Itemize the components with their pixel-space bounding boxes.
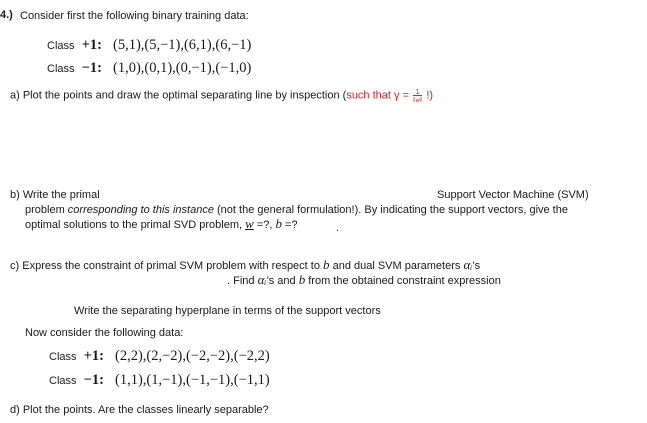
part-end: !) <box>423 89 434 102</box>
part-red-text: such that γ = <box>346 89 413 102</box>
text: . Find <box>227 275 258 287</box>
text: optimal solutions to the primal SVD problem, <box>25 219 246 231</box>
question-intro: Consider first the following binary training data: <box>20 10 249 22</box>
class-sign: +1: <box>83 348 104 364</box>
part-b-line3 <box>25 217 298 232</box>
class-pos-row <box>47 38 251 53</box>
part-c-line3: Write the separating hyperplane in terms of the support vectors <box>74 305 381 317</box>
part-d <box>10 403 269 417</box>
part-text: Plot the points. Are the classes linearly separable? <box>22 404 269 416</box>
b-variable: b <box>323 257 330 272</box>
text: Express the constraint of primal SVM problem with respect to <box>22 260 324 272</box>
part-label: b) <box>10 189 20 201</box>
class-sign: +1: <box>81 37 102 53</box>
class-points: (1,1),(1,−1),(−1,−1),(−1,1) <box>114 372 270 388</box>
class-label: Class <box>47 40 75 52</box>
part-b-line2 <box>25 203 568 217</box>
b-variable: b <box>298 272 306 287</box>
text: and dual SVM parameters <box>329 260 464 272</box>
alpha-variable: αᵢ <box>257 272 267 287</box>
w-variable: w <box>245 216 254 231</box>
part-c-line2 <box>227 273 501 288</box>
part-a <box>10 88 433 103</box>
part-text: Plot the points and draw the optimal separating line by inspection ( <box>22 89 347 102</box>
b-variable: b <box>275 216 282 231</box>
text: ’s <box>472 260 481 272</box>
text: problem <box>25 204 68 216</box>
alpha-variable: αᵢ <box>463 257 473 272</box>
part-label: a) <box>10 89 20 102</box>
part-label: d) <box>10 404 20 416</box>
text: =? <box>282 219 298 231</box>
class-points: (5,1),(5,−1),(6,1),(6,−1) <box>112 37 252 53</box>
part-text: Write the primal <box>22 189 100 201</box>
question-number: 4.) <box>0 9 13 21</box>
text: from the obtained constraint expression <box>305 275 501 287</box>
class-points: (1,0),(0,1),(0,−1),(−1,0) <box>112 60 252 76</box>
italic-text: corresponding to this instance <box>67 204 214 216</box>
part-label: c) <box>10 260 20 272</box>
second-class-pos-row <box>49 349 270 364</box>
text: ’s and <box>266 275 299 287</box>
class-label: Class <box>47 63 75 75</box>
fraction-denominator: ‖w‖ <box>413 95 423 104</box>
class-neg-row <box>47 61 251 76</box>
part-b-right: Support Vector Machine (SVM) <box>437 189 589 201</box>
gamma-fraction <box>413 88 422 103</box>
class-points: (2,2),(2,−2),(−2,−2),(−2,2) <box>114 348 270 364</box>
part-c-line1 <box>10 258 480 273</box>
text: (not the general formulation!). By indicating the support vectors, give the <box>213 204 568 216</box>
fraction-numerator: 1 <box>413 88 422 96</box>
class-sign: −1: <box>83 372 104 388</box>
text: =?, <box>253 219 276 231</box>
class-label: Class <box>49 375 77 387</box>
second-data-intro: Now consider the following data: <box>25 327 184 339</box>
stray-dot: . <box>336 222 340 234</box>
part-b-line1 <box>10 188 100 202</box>
class-label: Class <box>49 351 77 363</box>
class-sign: −1: <box>81 60 102 76</box>
second-class-neg-row <box>49 373 270 388</box>
